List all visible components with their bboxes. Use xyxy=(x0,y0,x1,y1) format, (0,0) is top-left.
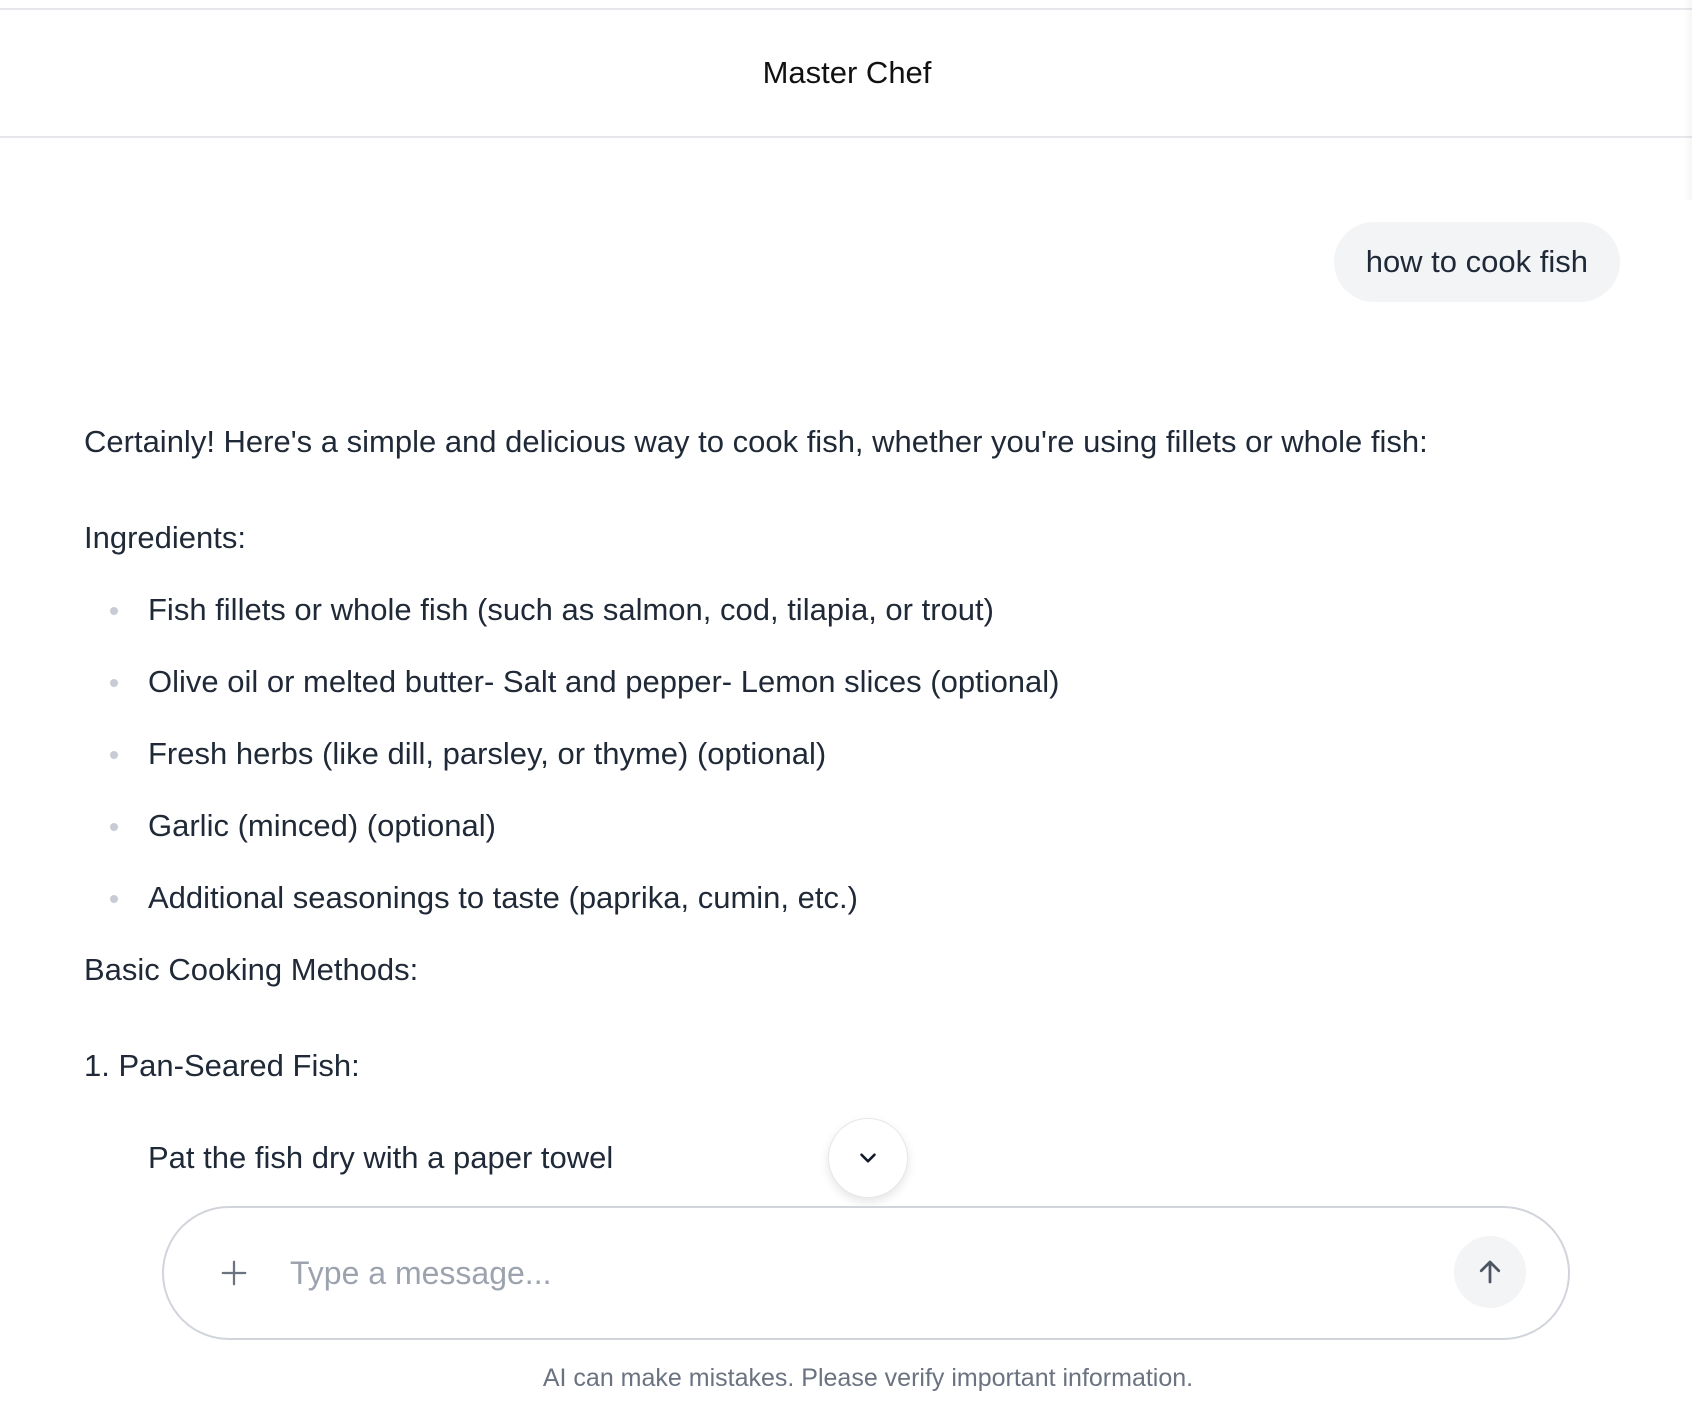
assistant-message xyxy=(84,423,1584,1177)
ingredients-heading: Ingredients: xyxy=(84,520,246,555)
partial-step-text: Pat the fish dry with a paper towel xyxy=(148,1140,614,1175)
chevron-down-icon xyxy=(855,1145,881,1171)
disclaimer-text: AI can make mistakes. Please verify important information. xyxy=(542,1364,1194,1392)
list-item-text: Garlic (minced) (optional) xyxy=(148,808,496,843)
bullet-icon xyxy=(110,895,118,903)
list-item xyxy=(84,735,1584,773)
bullet-icon xyxy=(110,751,118,759)
message-input[interactable] xyxy=(290,1248,1390,1298)
message-composer xyxy=(162,1206,1570,1340)
header-bar xyxy=(0,8,1692,138)
attach-button[interactable] xyxy=(214,1253,254,1293)
list-item xyxy=(84,807,1584,845)
ingredients-list xyxy=(84,591,1584,917)
arrow-up-icon xyxy=(1475,1257,1505,1287)
user-message-bubble: how to cook fish xyxy=(1334,222,1620,302)
scroll-to-bottom-button[interactable] xyxy=(828,1118,908,1198)
send-button[interactable] xyxy=(1454,1236,1526,1308)
list-item-text: Additional seasonings to taste (paprika, cumin, etc.) xyxy=(148,880,858,915)
page-title: Master Chef xyxy=(762,55,932,90)
methods-heading: Basic Cooking Methods: xyxy=(84,952,419,987)
plus-icon xyxy=(219,1258,249,1288)
list-item xyxy=(84,591,1584,629)
method-heading: 1. Pan-Seared Fish: xyxy=(84,1048,360,1083)
list-item-text: Fresh herbs (like dill, parsley, or thyme) (optional) xyxy=(148,736,827,771)
bullet-icon xyxy=(110,679,118,687)
list-item-text: Fish fillets or whole fish (such as salmon, cod, tilapia, or trout) xyxy=(148,592,994,627)
list-item xyxy=(84,663,1584,701)
list-item-text: Olive oil or melted butter- Salt and pepper- Lemon slices (optional) xyxy=(148,664,1060,699)
assistant-intro: Certainly! Here's a simple and delicious way to cook fish, whether you're using fillets or whole fish: xyxy=(84,424,1428,459)
bullet-icon xyxy=(110,607,118,615)
list-item xyxy=(84,879,1584,917)
chat-scroll-area[interactable] xyxy=(0,138,1692,1208)
bullet-icon xyxy=(110,823,118,831)
